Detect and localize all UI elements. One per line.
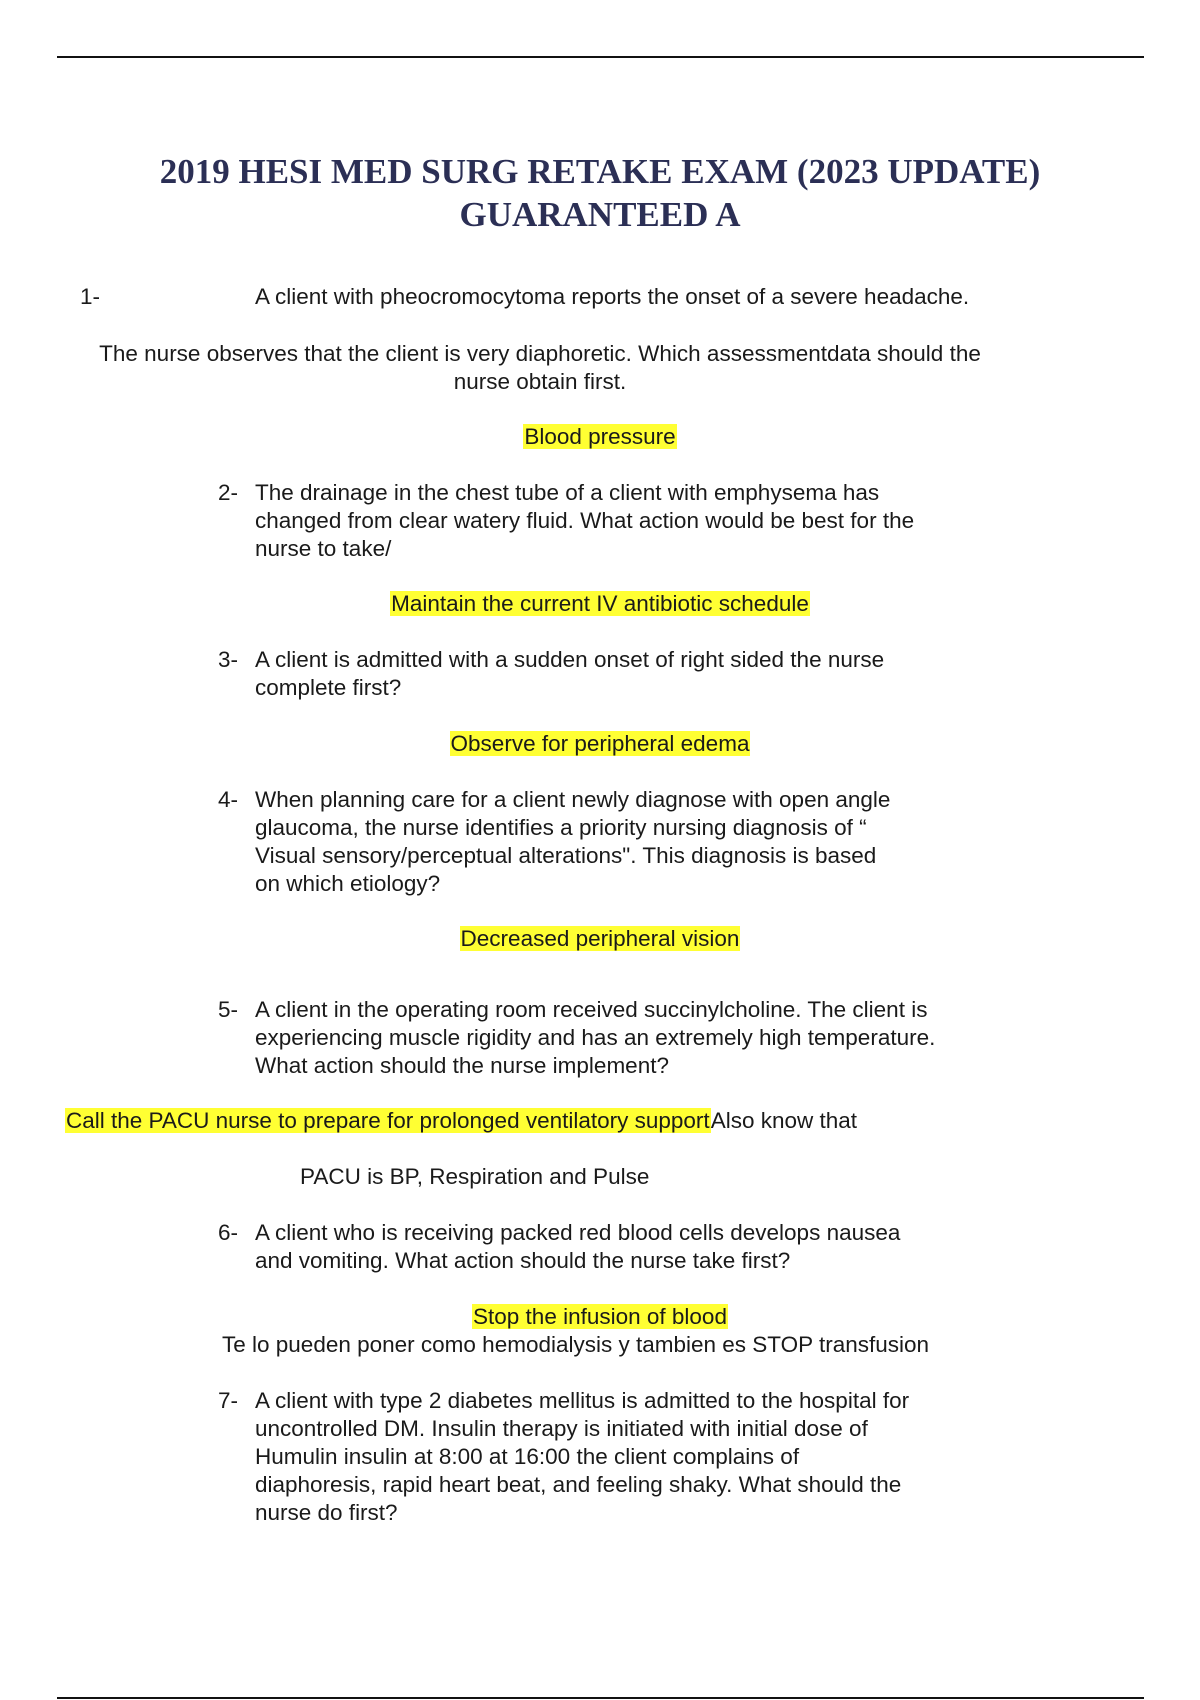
- question-text: [255, 786, 890, 898]
- page-title: [60, 150, 1140, 236]
- highlighted-answer: Decreased peripheral vision: [460, 926, 740, 951]
- question-text-line: A client with pheocromocytoma reports the onset of a severe headache.: [255, 284, 970, 309]
- question-text-line: and vomiting. What action should the nurse take first?: [255, 1248, 791, 1273]
- title-line-1: 2019 HESI MED SURG RETAKE EXAM (2023 UPDATE): [159, 152, 1041, 191]
- question-number: 4-: [218, 787, 239, 812]
- question-text-line: nurse obtain first.: [453, 369, 627, 394]
- question-text: [255, 479, 914, 563]
- answer-row: [0, 590, 1200, 618]
- question-number: 6-: [218, 1220, 239, 1245]
- question-text: [255, 1387, 909, 1527]
- question-text-line: A client with type 2 diabetes mellitus is admitted to the hospital for: [255, 1388, 910, 1413]
- highlighted-answer: Call the PACU nurse to prepare for prolonged ventilatory support: [66, 1108, 710, 1133]
- question-text-line: What action should the nurse implement?: [255, 1053, 669, 1078]
- question-text: [255, 646, 884, 702]
- title-line-2: GUARANTEED A: [459, 195, 741, 234]
- question-text-line: nurse do first?: [255, 1500, 398, 1525]
- question-number: 5-: [218, 997, 239, 1022]
- question-text-line: A client in the operating room received succinylcholine. The client is: [255, 997, 928, 1022]
- question-text: [255, 1219, 900, 1275]
- question-number: 2-: [218, 480, 239, 505]
- question-number: 1-: [80, 284, 101, 309]
- answer-row: [0, 925, 1200, 953]
- question-text-line: diaphoresis, rapid heart beat, and feeling shaky. What should the: [255, 1472, 902, 1497]
- top-rule: [57, 56, 1144, 58]
- answer-note: Te lo pueden poner como hemodialysis y tambien es STOP transfusion: [222, 1332, 930, 1357]
- question-text-line: nurse to take/: [255, 536, 392, 561]
- question-text-line: glaucoma, the nurse identifies a priority nursing diagnosis of “: [255, 815, 867, 840]
- answer-row: [0, 423, 1200, 451]
- highlighted-answer: Stop the infusion of blood: [473, 1304, 727, 1329]
- question-text-line: on which etiology?: [255, 871, 441, 896]
- answer-suffix: Also know that: [710, 1108, 858, 1133]
- question-text-line: The drainage in the chest tube of a client with emphysema has: [255, 480, 880, 505]
- highlighted-answer: Maintain the current IV antibiotic schedule: [391, 591, 809, 616]
- bottom-rule: [57, 1697, 1144, 1699]
- question-number: 3-: [218, 647, 239, 672]
- question-text-line: Visual sensory/perceptual alterations". This diagnosis is based: [255, 843, 877, 868]
- question-text-line: A client is admitted with a sudden onset of right sided the nurse: [255, 647, 885, 672]
- question-text-line: When planning care for a client newly diagnose with open angle: [255, 787, 891, 812]
- answer-row: [0, 1303, 1200, 1331]
- question-text-line: experiencing muscle rigidity and has an extremely high temperature.: [255, 1025, 936, 1050]
- question-text-line: A client who is receiving packed red blood cells develops nausea: [255, 1220, 901, 1245]
- question-text-line: uncontrolled DM. Insulin therapy is initiated with initial dose of: [255, 1416, 868, 1441]
- question-number: 7-: [218, 1388, 239, 1413]
- highlighted-answer: Blood pressure: [524, 424, 676, 449]
- question-text-line: changed from clear watery fluid. What action would be best for the: [255, 508, 915, 533]
- question-text: [255, 996, 935, 1080]
- question-text-line: The nurse observes that the client is very diaphoretic. Which assessmentdata should the: [99, 341, 981, 366]
- highlighted-answer: Observe for peripheral edema: [450, 731, 750, 756]
- answer-note: PACU is BP, Respiration and Pulse: [300, 1164, 650, 1189]
- answer-row: [65, 1107, 857, 1135]
- answer-row: [0, 730, 1200, 758]
- question-text-line: Humulin insulin at 8:00 at 16:00 the client complains of: [255, 1444, 800, 1469]
- question-text-line: complete first?: [255, 675, 402, 700]
